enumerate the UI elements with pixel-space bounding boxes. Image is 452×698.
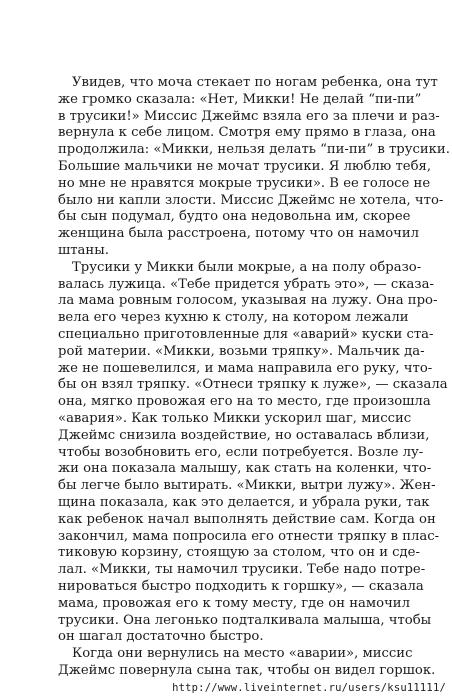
text-line: Когда они вернулись на место «аварии», миссис xyxy=(72,646,413,662)
text-line: ла мама ровным голосом, указывая на лужу. Она про- xyxy=(58,293,438,309)
text-line: Джеймс снизила воздействие, но оставалась вблизи, xyxy=(58,427,430,443)
text-line: мама, провожая его к тому месту, где он намочил xyxy=(58,595,410,611)
text-line: Увидев, что моча стекает по ногам ребенка, она тут xyxy=(72,75,438,90)
text-line: он шагал достаточно быстро. xyxy=(58,629,264,645)
text-line: чтобы возобновить его, если потребуется. Возле лу- xyxy=(58,444,424,460)
text-line: закончил, мама попросила его отнести тряпку в плас- xyxy=(58,528,440,544)
text-line: бы легче было вытирать. «Микки, вытри лужу». Жен- xyxy=(58,478,436,494)
text-line: «авария». Как только Микки ускорил шаг, миссис xyxy=(58,410,412,426)
text-line: вела его через кухню к столу, на котором лежали xyxy=(58,310,409,326)
text-line: трусики. Она легонько подталкивала малыша, чтобы xyxy=(58,612,432,628)
text-line: она, мягко провожая его на то место, где произошла xyxy=(58,394,431,410)
text-line: лал. «Микки, ты намочил трусики. Тебе надо потре- xyxy=(58,562,426,578)
text-line: рой материи. «Микки, возьми тряпку». Мальчик да- xyxy=(58,343,425,359)
text-line: Джеймс повернула сына так, чтобы он видел горшок. xyxy=(58,662,436,678)
text-line: жи она показала малышу, как стать на коленки, что- xyxy=(58,461,432,477)
paragraph xyxy=(58,259,448,646)
text-line: Большие мальчики не мочат трусики. Я люблю тебя, xyxy=(58,158,432,174)
text-line: штаны. xyxy=(58,242,109,258)
text-line: Трусики у Микки были мокрые, а на полу образо- xyxy=(72,259,422,275)
text-line: в трусики!» Миссис Джеймс взяла его за плечи и раз- xyxy=(58,108,440,124)
paragraph xyxy=(58,75,450,260)
text-line: нироваться быстро подходить к горшку», — сказала xyxy=(58,578,424,594)
body-text xyxy=(58,75,450,680)
text-line: было ни капли злости. Миссис Джеймс не хотела, что- xyxy=(58,192,444,208)
text-line: как ребенок начал выполнять действие сам. Когда он xyxy=(58,511,436,527)
text-line: продолжила: «Микки, нельзя делать “пи-пи” в трусики. xyxy=(58,142,450,158)
text-line: валась лужица. «Тебе придется убрать это», — сказа- xyxy=(58,276,434,292)
text-line: же не пошевелился, и мама направила его руку, что- xyxy=(58,360,433,376)
text-line: но мне не нравятся мокрые трусики». В ее голосе не xyxy=(58,175,431,191)
paragraph xyxy=(58,646,436,680)
text-line: бы сын подумал, будто она недовольна им, скорее xyxy=(58,209,411,225)
text-line: же громко сказала: «Нет, Микки! Не делай “пи-пи” xyxy=(58,91,422,107)
text-line: бы он взял тряпку. «Отнеси тряпку к луже», — сказала xyxy=(58,377,448,393)
text-line: тиковую корзину, стоящую за столом, что он и сде- xyxy=(58,545,420,561)
text-line: щина показала, как это делается, и убрала руки, так xyxy=(58,494,430,510)
text-line: специально приготовленные для «аварий» куски ста- xyxy=(58,326,434,342)
text-line: женщина была расстроена, потому что он намочил xyxy=(58,226,420,242)
watermark-url: http://www.liveinternet.ru/users/ksu11111/ xyxy=(172,682,446,694)
text-line: вернула к себе лицом. Смотря ему прямо в глаза, она xyxy=(58,125,436,141)
